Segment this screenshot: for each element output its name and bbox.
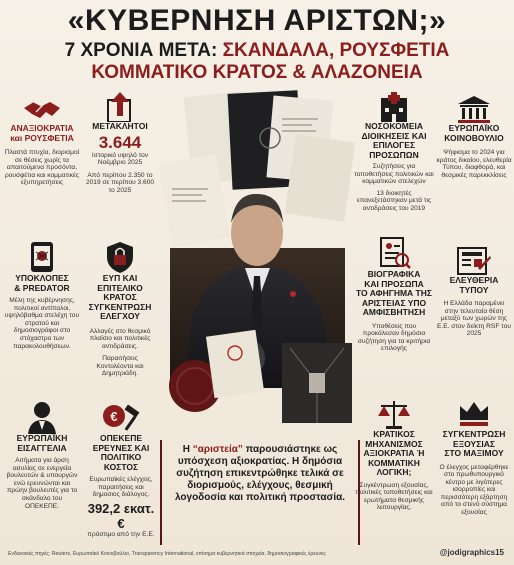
stamped-document [206,330,264,398]
svg-text:€: € [110,409,118,424]
central-quote [160,440,360,545]
block-text: Μέλη της κυβέρνησης, πολιτικοί αντίπαλοι, υψηλόβαθμα στελέχη του στρατού και δημοσιογράφοι στο στόχαστρο των παρακολουθήσεων. [4,297,80,350]
arrow-up-icon [105,90,135,122]
handshake-icon [22,94,62,124]
block-title: ΕΛΕΥΘΕΡΙΑ ΤΥΠΟΥ [449,275,499,295]
block-press-freedom [436,246,512,338]
block-text: Ο έλεγχος μεταφέρθηκε στο πρωθυπουργικό κέντρο με λιγότερες ισορροπίες και περισσότερη εξάρτηση από το στενό σύστημα εξουσίας [439,463,509,517]
block-text-2: πρόστιμο από την Ε.Ε. [87,530,155,538]
block-text-1: Συγκέντρωση εξουσίας, πολιτικές τοποθετήσεις και ερωτήματα θεσμικής λειτουργίας. [355,481,433,512]
spy-icon [25,240,59,274]
author-handle: @jodigraphics15 [439,548,504,557]
fine-amount: 392,2 εκατ. € [87,500,155,531]
block-eyp [84,240,156,378]
subtitle-dark: 7 ΧΡΟΝΙΑ ΜΕΤΑ: [64,40,218,61]
quote-open: Η [182,444,190,455]
shield-lock-icon [104,240,136,274]
block-state [354,398,434,512]
block-title: ΚΡΑΤΙΚΟΣ ΜΗΧΑΝΙΣΜΟΣ ΑΞΙΟΚΡΑΤΙΑ Ή ΚΟΜΜΑΤΙΚΗ ΛΟΓΙΚΗ; [363,429,425,477]
sources-footer: Ενδεικτικές πηγές: Reuters, Ευρωπαϊκό Κοινοβούλιο, Transparency International, επίσημα κυβερνητικά στοιχεία, δημοσιογραφικές έρευνες [8,551,326,557]
quote-highlight: “αριστεία” [192,444,243,455]
block-title: ΕΥΠ ΚΑΙ ΕΠΙΤΕΛΙΚΟ ΚΡΑΤΟΣ ΣΥΓΚΕΝΤΡΩΣΗ ΕΛΕΓΧΟΥ [88,273,152,321]
block-text-1: Συζητήσεις για τοποθετήσεις πολιτικών και κομματικών στελεχών [354,163,434,186]
block-text-2: Παραιτήσεις Κοντολέοντα και Δημητριάδη. [96,355,144,378]
block-text: Αιτήματα για άρση ασυλίας σε ενεργεία βουλευτών & υπουργών ενώ ερευνώνται και πρώην βουλευτές για το σκάνδαλο του ΟΠΕΚΕΠΕ. [6,457,78,510]
block-text-1: Ιστορικό υψηλό τον Νοέμβριο 2025 [91,151,149,167]
block-hospitals [354,90,434,213]
block-text-1: Αλλαγές στο θεσμικό πλαίσιο και πολιτικές αντιδράσεις. [89,327,151,350]
newspaper-icon [456,246,492,276]
subtitle-line-2: ΚΟΜΜΑΤΙΚΟ ΚΡΑΤΟΣ & ΑΛΑΖΟΝΕΙΑ [91,62,423,83]
block-european-parliament [436,94,512,179]
quote-rest: παρουσιάστηκε ως υπόσχεση αξιοκρατίας. Η δημόσια συζήτηση επικεντρώθηκε τελικά σε διορισμούς, ελέγχους, θεσμική λογοδοσία και πολιτική προστασία. [174,444,346,503]
subtitle-red: ΣΚΑΝΔΑΛΑ, ΡΟΥΣΦΕΤΙΑ [222,40,450,61]
block-cvs [354,236,434,353]
block-title: ΒΙΟΓΡΑΦΙΚΑ ΚΑΙ ΠΡΟΣΩΠΑ ΤΟ ΑΦΗΓΗΜΑ ΤΗΣ ΑΡΙΣΤΕΙΑΣ ΥΠΟ ΑΜΦΙΣΒΗΤΗΣΗ [356,269,432,317]
scales-icon [376,398,412,430]
parliament-icon [456,94,492,124]
block-title: ΝΟΣΟΚΟΜΕΙΑ ΔΙΟΙΚΗΣΕΙΣ ΚΑΙ ΕΠΙΛΟΓΕΣ ΠΡΟΣΩΠΩΝ [361,121,427,160]
block-text: Πλαστά πτυχία, διορισμοί σε θέσεις χωρίς τα απαιτούμενα προσόντα, ρουσφέτια και κομματικές εξυπηρετήσεις [4,149,80,187]
block-title: ΕΥΡΩΠΑΪΚΟ ΚΟΙΝΟΒΟΥΛΙΟ [444,123,504,143]
block-opekepe [84,402,158,538]
cv-icon [377,236,411,270]
center-illustration [160,88,355,433]
block-title: ΣΥΓΚΕΝΤΡΩΣΗ ΕΞΟΥΣΙΑΣ ΣΤΟ ΜΑΞΙΜΟΥ [442,429,506,458]
block-title: ΕΥΡΩΠΑΪΚΗ ΕΙΣΑΓΓΕΛΙΑ [16,433,68,453]
block-title: ΑΝΑΞΙΟΚΡΑΤΙΑ και ΡΟΥΣΦΕΤΙΑ [10,123,74,143]
block-text-1: Υποθέσεις που προκάλεσαν δημόσια συζήτηση για τα κριτήρια επιλογής [357,322,431,353]
block-prosecutor [4,400,80,510]
lapel-pin [290,291,296,297]
document-3 [285,134,355,222]
block-wiretaps [4,240,80,350]
block-title: ΜΕΤΑΚΛΗΤΟΙ [92,121,148,131]
block-text: Ψήφισμα το 2024 για κράτος δικαίου, ελευθερία Τύπου, διαφθορά, και θεσμικές παρεκκλίσεις [436,149,512,179]
block-text-2: 13 διοικητές επανεξετάστηκαν μετά τις αντιδράσεις του 2019 [356,189,432,212]
block-text: Η Ελλάδα παραμένει στην τελευταία θέση μεταξύ των χωρών της Ε.Ε. στον δείκτη RSF του 2025 [437,300,511,338]
block-title: ΟΠΕΚΕΠΕ ΕΡΕΥΝΕΣ ΚΑΙ ΠΟΛΙΤΙΚΟ ΚΟΣΤΟΣ [92,433,150,472]
crown-icon [456,398,492,430]
block-maximos [436,398,512,517]
block-text-1: Ευρωπαϊκές ελέγχεις, παραιτήσεις και δημοσιος διάλογος. [89,476,153,499]
page-title: «ΚΥΒΕΡΝΗΣΗ ΑΡΙΣΤΩΝ;» [67,4,447,37]
block-text-2: Από περίπου 2.350 το 2019 σε περίπου 3.600 το 2025 [85,171,155,194]
gavel-euro-icon [101,402,141,434]
block-title: ΥΠΟΚΛΟΠΕΣ & PREDATOR [14,273,70,293]
prosecutor-icon [26,400,58,434]
hospital-icon [377,90,411,122]
block-appointees [84,90,156,194]
block-meritocracy [4,94,80,187]
appointees-count: 3.644 [98,132,142,152]
subtitle-line-1 [0,40,514,62]
